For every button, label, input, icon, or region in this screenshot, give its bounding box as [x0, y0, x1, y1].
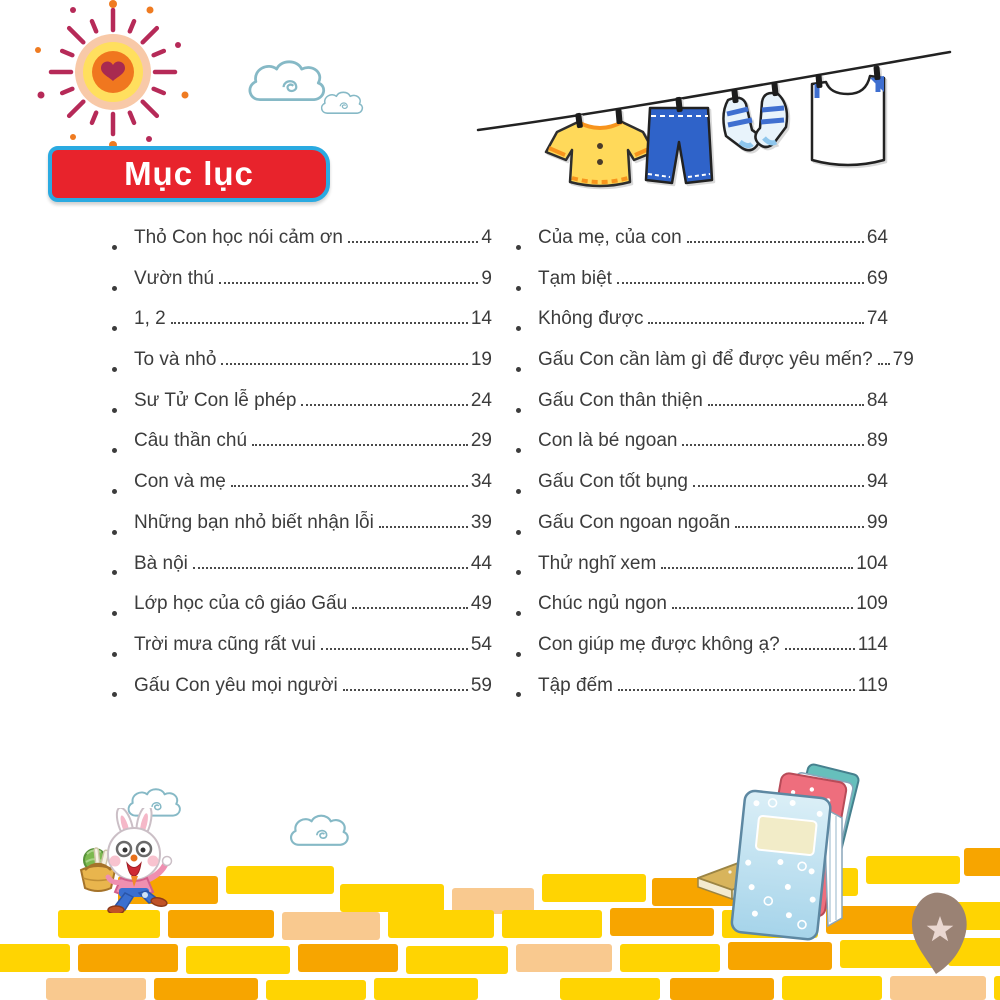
- dotted-leader: [672, 606, 853, 609]
- toc-entry: [112, 308, 492, 349]
- toc-entry-page: 24: [470, 389, 492, 411]
- sock-icon: [755, 93, 787, 147]
- dotted-leader: [785, 647, 855, 650]
- bullet-dot-icon: [112, 692, 117, 697]
- toc-entry-page: 94: [866, 471, 888, 493]
- toc-entry: [112, 553, 492, 594]
- bullet-dot-icon: [516, 489, 521, 494]
- dotted-leader: [687, 240, 864, 243]
- toc-entry-page: 84: [866, 389, 888, 411]
- toc-entry-page: 69: [866, 267, 888, 289]
- bullet-dot-icon: [112, 286, 117, 291]
- toc-entry-page: 104: [856, 552, 888, 574]
- sock-icon: [723, 98, 759, 151]
- toc-entry-title: Lớp học của cô giáo Gấu: [134, 593, 348, 615]
- toc-entry-title: Con và mẹ: [134, 471, 226, 493]
- toc-entry-title: Chúc ngủ ngon: [538, 593, 667, 615]
- toc-entry-title: Tập đếm: [538, 674, 613, 696]
- toc-entry-page: 59: [470, 674, 492, 696]
- toc-entry-page: 109: [856, 593, 888, 615]
- toc-entry-title: Thử nghĩ xem: [538, 552, 657, 574]
- toc-entry: [516, 675, 888, 716]
- toc-entry-title: Gấu Con yêu mọi người: [134, 674, 338, 696]
- toc-entry-title: Của mẹ, của con: [538, 227, 682, 248]
- dotted-leader: [648, 321, 863, 324]
- tank-top-icon: [812, 76, 884, 165]
- bullet-dot-icon: [112, 530, 117, 535]
- dotted-leader: [617, 281, 864, 284]
- toc-entry: [112, 471, 492, 512]
- toc-entry: [516, 430, 888, 471]
- dotted-leader: [171, 321, 468, 324]
- pants-icon: [646, 108, 712, 183]
- toc-column-left: [112, 227, 492, 715]
- dotted-leader: [693, 484, 864, 487]
- toc-entry-title: Không được: [538, 308, 644, 330]
- toc-entry-title: Thỏ Con học nói cảm ơn: [134, 227, 343, 248]
- page-title: [48, 146, 330, 202]
- bullet-dot-icon: [112, 326, 117, 331]
- toc-entry: [112, 268, 492, 309]
- books-illustration: [690, 756, 890, 946]
- star-badge-icon: [903, 890, 975, 978]
- toc-entry-page: 74: [866, 308, 888, 330]
- toc-entry-title: Vườn thú: [134, 267, 215, 289]
- toc-entry-title: Câu thần chú: [134, 430, 248, 452]
- bullet-dot-icon: [112, 611, 117, 616]
- toc-entry-page: 9: [481, 267, 492, 289]
- dotted-leader: [708, 403, 864, 406]
- dotted-leader: [618, 688, 855, 691]
- toc-entry-page: 79: [892, 349, 914, 371]
- toc-entry: [516, 512, 888, 553]
- bullet-dot-icon: [112, 489, 117, 494]
- sun-icon: [28, 0, 198, 150]
- bullet-dot-icon: [112, 652, 117, 657]
- toc-entry-title: Gấu Con thân thiện: [538, 389, 703, 411]
- toc-entry-page: 99: [866, 511, 888, 533]
- toc-entry-title: Bà nội: [134, 552, 188, 574]
- dotted-leader: [348, 240, 479, 243]
- toc-entry-title: Gấu Con tốt bụng: [538, 471, 688, 493]
- toc-entry-title: Gấu Con cần làm gì để được yêu mến?: [538, 349, 873, 371]
- toc-entry: [112, 349, 492, 390]
- toc-entry: [112, 390, 492, 431]
- bullet-dot-icon: [516, 326, 521, 331]
- bullet-dot-icon: [516, 286, 521, 291]
- bullet-dot-icon: [112, 367, 117, 372]
- toc-entry-title: 1, 2: [134, 308, 166, 330]
- dotted-leader: [301, 403, 467, 406]
- toc-entry: [516, 227, 888, 268]
- toc-entry: [112, 675, 492, 716]
- dotted-leader: [321, 647, 468, 650]
- bullet-dot-icon: [516, 530, 521, 535]
- dotted-leader: [231, 484, 468, 487]
- dotted-leader: [379, 525, 468, 528]
- cloud-icon: [318, 90, 364, 118]
- toc-entry: [112, 430, 492, 471]
- toc-entry-title: Những bạn nhỏ biết nhận lỗi: [134, 511, 374, 533]
- toc-entry-page: 4: [481, 227, 492, 248]
- dotted-leader: [878, 362, 890, 365]
- dotted-leader: [343, 688, 468, 691]
- bullet-dot-icon: [516, 570, 521, 575]
- toc-entry-title: Trời mưa cũng rất vui: [134, 633, 316, 655]
- cloud-icon: [243, 58, 327, 108]
- dotted-leader: [352, 606, 468, 609]
- toc-entry: [516, 349, 914, 390]
- bullet-dot-icon: [112, 245, 117, 250]
- toc-entry: [516, 390, 888, 431]
- toc-entry-page: 89: [866, 430, 888, 452]
- bullet-dot-icon: [516, 408, 521, 413]
- toc-entry: [516, 593, 888, 634]
- toc-entry: [516, 553, 888, 594]
- toc-entry-title: Con là bé ngoan: [538, 430, 678, 452]
- toc-entry-title: Con giúp mẹ được không ạ?: [538, 633, 780, 655]
- toc-entry: [112, 512, 492, 553]
- toc-entry-page: 64: [866, 227, 888, 248]
- bullet-dot-icon: [516, 367, 521, 372]
- toc-entry-title: Sư Tử Con lễ phép: [134, 389, 297, 411]
- bunny-illustration: [55, 808, 255, 913]
- page-title-text: Mục lục: [124, 155, 254, 192]
- bullet-dot-icon: [112, 408, 117, 413]
- toc-entry-page: 14: [470, 308, 492, 330]
- toc-column-right: [516, 227, 914, 715]
- toc-entry-page: 44: [470, 552, 492, 574]
- toc-entry-page: 29: [470, 430, 492, 452]
- toc-entry-page: 34: [470, 471, 492, 493]
- bullet-dot-icon: [516, 611, 521, 616]
- toc-entry: [516, 634, 888, 675]
- toc-entry-page: 39: [470, 511, 492, 533]
- bullet-dot-icon: [516, 448, 521, 453]
- toc-entry: [516, 471, 888, 512]
- shirt-icon: [546, 122, 654, 186]
- dotted-leader: [661, 566, 853, 569]
- clothesline-illustration: [460, 30, 960, 205]
- toc-entry-page: 54: [470, 633, 492, 655]
- toc-entry: [516, 308, 888, 349]
- bullet-dot-icon: [112, 448, 117, 453]
- dotted-leader: [221, 362, 467, 365]
- dotted-leader: [682, 443, 863, 446]
- bullet-dot-icon: [516, 245, 521, 250]
- bullet-dot-icon: [112, 570, 117, 575]
- dotted-leader: [219, 281, 478, 284]
- dotted-leader: [193, 566, 468, 569]
- toc-entry-page: 119: [857, 674, 888, 696]
- bullet-dot-icon: [516, 692, 521, 697]
- toc-entry-page: 49: [470, 593, 492, 615]
- toc-entry: [516, 268, 888, 309]
- toc-entry-title: Gấu Con ngoan ngoãn: [538, 511, 731, 533]
- dotted-leader: [252, 443, 468, 446]
- toc-entry-page: 19: [470, 349, 492, 371]
- toc-entry-page: 114: [857, 633, 888, 655]
- dotted-leader: [735, 525, 864, 528]
- toc-entry: [112, 227, 492, 268]
- toc-entry: [112, 634, 492, 675]
- toc-entry-title: To và nhỏ: [134, 349, 217, 371]
- toc-entry: [112, 593, 492, 634]
- bullet-dot-icon: [516, 652, 521, 657]
- toc-entry-title: Tạm biệt: [538, 267, 612, 289]
